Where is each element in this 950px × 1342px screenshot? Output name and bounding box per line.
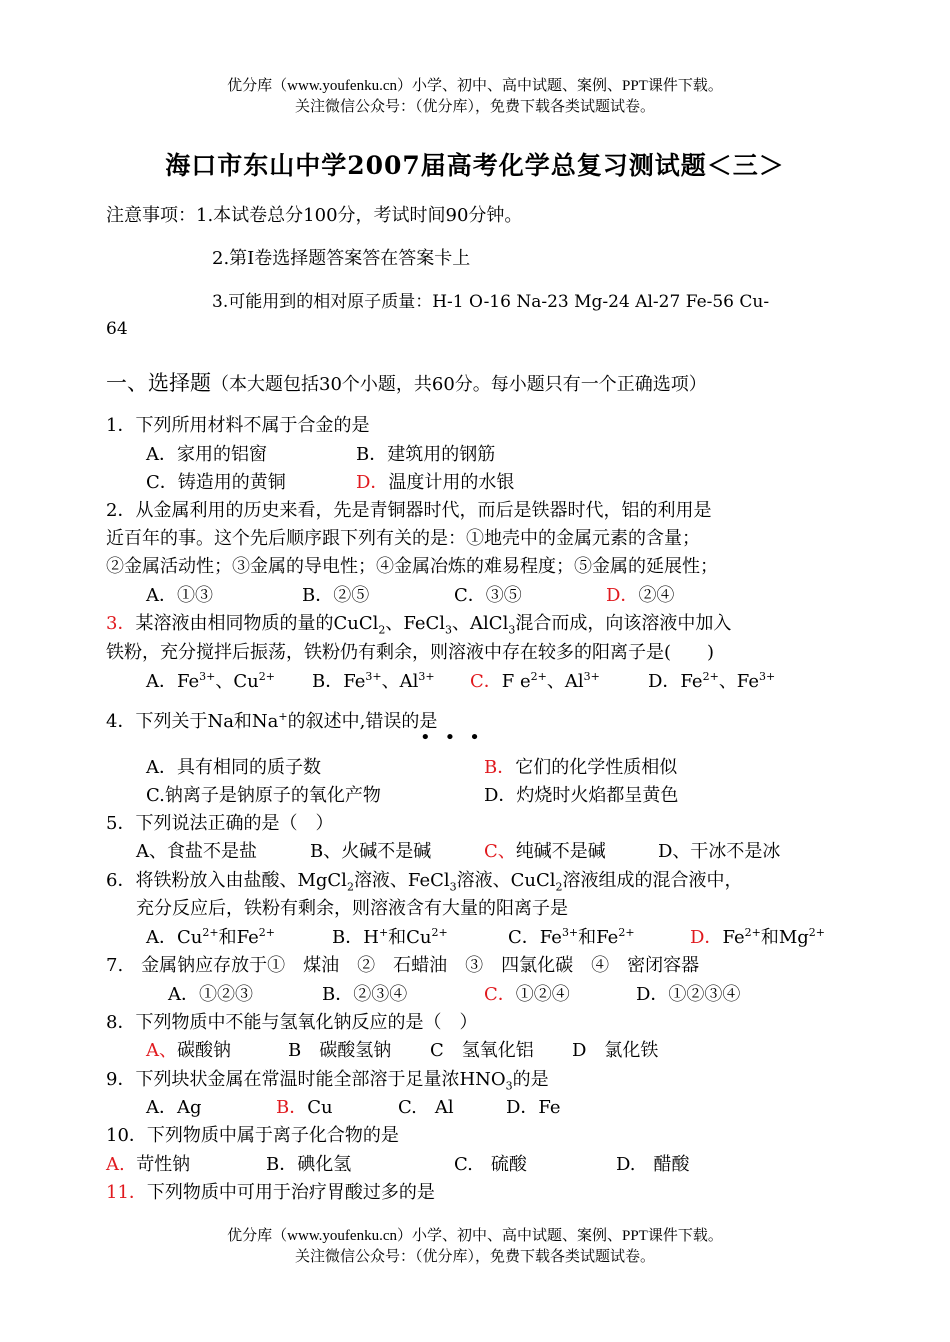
section-title: 一、选择题（本大题包括30个小题，共60分。每小题只有一个正确选项） xyxy=(106,371,707,395)
q8-option-c: C 氢氧化铝 xyxy=(430,1040,534,1061)
q3-option-c: C．F $e^{2+}$、$Al^{3+}$ xyxy=(470,670,600,692)
question-11-stem: 11．下列物质中可用于治疗胃酸过多的是 xyxy=(106,1182,435,1203)
q5-option-b: B、火碱不是碱 xyxy=(310,841,432,862)
header-line-1: 优分库（www.youfenku.cn）小学、初中、高中试题、案例、PPT课件下载。 xyxy=(227,78,723,94)
note-3: 3.可能用到的相对原子质量：H-1 O-16 Na-23 Mg-24 Al-27 Fe-56 Cu- xyxy=(212,292,770,312)
q1-option-b: B．建筑用的钢筋 xyxy=(356,444,496,465)
q2-option-c: C．③⑤ xyxy=(454,585,522,606)
q2-option-a: A．①③ xyxy=(146,585,213,606)
q9-option-d: D．Fe xyxy=(506,1097,561,1118)
q10-option-d: D. 醋酸 xyxy=(616,1154,690,1175)
q3-option-a: A．$Fe^{3+}$、$Cu^{2+}$ xyxy=(146,670,275,692)
q1-option-a: A．家用的铝窗 xyxy=(146,444,267,465)
question-6-line-2: 充分反应后，铁粉有剩余，则溶液含有大量的阳离子是 xyxy=(136,898,568,919)
q8-option-b: B 碳酸氢钠 xyxy=(288,1040,392,1061)
question-2-line-2: 近百年的事。这个先后顺序跟下列有关的是：①地壳中的金属元素的含量； xyxy=(106,528,700,549)
emphasis-dots: ••• xyxy=(420,727,494,748)
q7-option-b: B．②③④ xyxy=(322,984,408,1005)
q6-option-b: B．H+和$Cu^{2+}$ xyxy=(332,926,448,948)
q3-option-d: D．$Fe^{2+}$、$Fe^{3+}$ xyxy=(648,670,776,692)
note-3-cont: 64 xyxy=(106,319,128,339)
q4-option-b: B．它们的化学性质相似 xyxy=(484,757,678,778)
question-1-stem: 1．下列所用材料不属于合金的是 xyxy=(106,415,370,436)
question-8-stem: 8．下列物质中不能与氢氧化钠反应的是（ ） xyxy=(106,1012,478,1033)
q8-option-a: A、碳酸钠 xyxy=(146,1040,231,1061)
question-7-stem: 7. 金属钠应存放于① 煤油 ② 石蜡油 ③ 四氯化碳 ④ 密闭容器 xyxy=(106,955,700,976)
question-3-line-1: 3．某溶液由相同物质的量的CuCl$_2$、FeCl$_3$、AlCl$_3$混合而成，向该溶液中加入 xyxy=(106,613,732,637)
q3-option-b: B．$Fe^{3+}$、$Al^{3+}$ xyxy=(312,670,435,692)
q1-option-d: D．温度计用的水银 xyxy=(356,472,515,493)
q10-option-b: B．碘化氢 xyxy=(266,1154,352,1175)
q10-option-c: C. 硫酸 xyxy=(454,1154,527,1175)
page-title: 海口市东山中学2007届高考化学总复习测试题＜三＞ xyxy=(165,151,785,180)
q2-option-d: D．②④ xyxy=(606,585,675,606)
note-2: 2.第Ⅰ卷选择题答案答在答案卡上 xyxy=(212,248,471,269)
q1-option-c: C．铸造用的黄铜 xyxy=(146,472,286,493)
q6-option-c: C．$Fe^{3+}$和$Fe^{2+}$ xyxy=(508,926,635,948)
q9-option-b: B．Cu xyxy=(276,1097,333,1118)
question-9-stem: 9．下列块状金属在常温时能全部溶于足量浓$HNO_3$的是 xyxy=(106,1069,549,1093)
q7-option-a: A．①②③ xyxy=(168,984,253,1005)
q5-option-d: D、干冰不是冰 xyxy=(658,841,781,862)
question-10-stem: 10．下列物质中属于离子化合物的是 xyxy=(106,1125,399,1146)
question-3-line-2: 铁粉，充分搅拌后振荡，铁粉仍有剩余，则溶液中存在较多的阳离子是( ) xyxy=(106,642,715,663)
footer-line-1: 优分库（www.youfenku.cn）小学、初中、高中试题、案例、PPT课件下载。 xyxy=(227,1228,723,1244)
footer-line-2: 关注微信公众号：（优分库），免费下载各类试题试卷。 xyxy=(294,1249,655,1265)
question-6-line-1: 6．将铁粉放入由盐酸、MgCl$_2$溶液、FeCl$_3$溶液、CuCl$_2$溶液组成的混合液中， xyxy=(106,870,743,894)
q5-option-a: A、食盐不是盐 xyxy=(136,841,257,862)
q2-option-b: B．②⑤ xyxy=(302,585,370,606)
q9-option-a: A．Ag xyxy=(146,1097,202,1118)
q5-option-c: C、纯碱不是碱 xyxy=(484,841,606,862)
q7-option-d: D．①②③④ xyxy=(636,984,741,1005)
q6-option-a: A．$Cu^{2+}$和$Fe^{2+}$ xyxy=(146,926,275,948)
q9-option-c: C. Al xyxy=(398,1097,454,1118)
q6-option-d: D．$Fe^{2+}$和$Mg^{2+}$ xyxy=(690,926,825,948)
q8-option-d: D 氯化铁 xyxy=(572,1040,659,1061)
q7-option-c: C．①②④ xyxy=(484,984,570,1005)
header-line-2: 关注微信公众号：（优分库），免费下载各类试题试卷。 xyxy=(294,99,655,115)
question-2-line-3: ②金属活动性；③金属的导电性；④金属冶炼的难易程度；⑤金属的延展性； xyxy=(106,556,718,577)
q4-option-a: A．具有相同的质子数 xyxy=(146,757,321,778)
question-4-stem: 4．下列关于Na和Na+的叙述中,错误的是 xyxy=(106,710,438,732)
q10-option-a: A. 苛性钠 xyxy=(106,1154,191,1175)
q4-option-c: C.钠离子是钠原子的氧化产物 xyxy=(146,785,381,806)
question-5-stem: 5．下列说法正确的是（ ） xyxy=(106,813,334,834)
q4-option-d: D．灼烧时火焰都呈黄色 xyxy=(484,785,679,806)
question-2-line-1: 2．从金属利用的历史来看，先是青铜器时代，而后是铁器时代，铝的利用是 xyxy=(106,500,712,521)
note-1: 注意事项：1.本试卷总分100分，考试时间90分钟。 xyxy=(106,205,523,226)
